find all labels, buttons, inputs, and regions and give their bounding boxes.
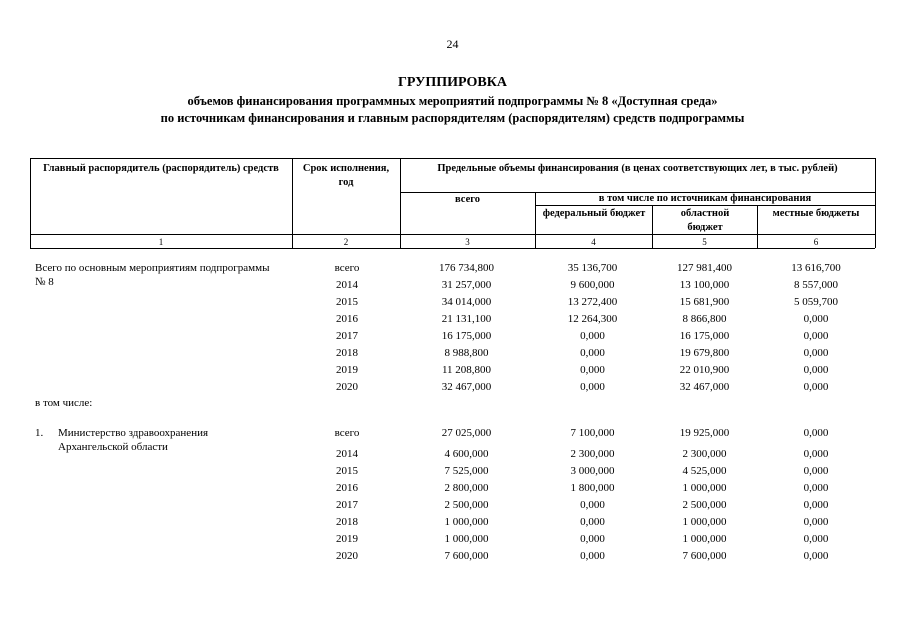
cell-federal: 0,000 [580,330,605,342]
cell-federal: 0,000 [580,516,605,528]
cell-federal: 0,000 [580,364,605,376]
header-total: всего [454,194,480,205]
document-title: ГРУППИРОВКА [397,75,507,90]
cell-term: всего [334,262,360,274]
cell-term: 2017 [336,499,358,511]
header-sources: в том числе по источникам финансирования [598,193,812,204]
cell-local: 5 059,700 [794,296,838,308]
cell-regional: 1 000,000 [682,533,727,545]
document-subtitle-line2: по источникам финансирования и главным распорядителям (распорядителям) средств подпрограммы [160,111,745,125]
cell-term: 2014 [336,279,358,291]
cell-term: 2015 [336,296,358,308]
col-number-1: 1 [158,237,164,247]
document-subtitle-line1: объемов финансирования программных мероприятий подпрограммы № 8 «Доступная среда» [187,94,718,108]
cell-term: 2014 [336,448,358,460]
cell-regional: 1 000,000 [682,516,727,528]
cell-local: 0,000 [803,482,829,494]
header-bottom-border [30,234,875,235]
header-top-border [30,158,875,159]
cell-local: 0,000 [803,550,829,562]
cell-total: 4 600,000 [444,448,489,460]
cell-local: 0,000 [803,448,829,460]
cell-regional: 1 000,000 [682,482,727,494]
cell-local: 13 616,700 [791,262,841,274]
cell-local: 0,000 [803,313,829,325]
header-manager: Главный распорядитель (распорядитель) средств [43,163,279,174]
cell-total: 11 208,800 [441,364,492,376]
cell-regional: 8 866,800 [682,313,727,325]
header-term: Срок исполнения, год [302,163,390,188]
cell-federal: 2 300,000 [570,448,615,460]
cell-regional: 32 467,000 [679,381,730,393]
cell-regional: 13 100,000 [679,279,730,291]
col-number-5: 5 [702,237,707,247]
cell-term: 2018 [336,516,358,528]
cell-regional: 19 679,800 [679,347,730,359]
cell-term: 2018 [336,347,358,359]
number-row-bottom-border [30,248,875,249]
cell-total: 32 467,000 [441,381,492,393]
cell-regional: 2 300,000 [682,448,727,460]
cell-federal: 35 136,700 [567,262,618,274]
cell-total: 2 800,000 [444,482,489,494]
ministry-label-line1: Министерство здравоохранения [58,427,209,439]
cell-total: 21 131,100 [441,313,492,325]
cell-federal: 13 272,400 [567,296,618,308]
cell-regional: 7 600,000 [682,550,727,562]
cell-federal: 0,000 [580,550,605,562]
cell-term: 2016 [336,313,358,325]
cell-term: 2016 [336,482,358,494]
col-border-1 [292,158,293,248]
cell-local: 0,000 [803,499,829,511]
header-regional: областной бюджет [680,208,730,233]
cell-term: 2020 [336,550,358,562]
cell-federal: 7 100,000 [570,427,615,439]
col-number-3: 3 [465,237,470,247]
cell-total: 1 000,000 [444,516,489,528]
cell-federal: 12 264,300 [567,313,618,325]
col-number-2: 2 [343,237,349,247]
cell-regional: 2 500,000 [682,499,727,511]
ministry-label-line2: Архангельской области [58,441,168,453]
cell-federal: 0,000 [580,533,605,545]
cell-total: 31 257,000 [441,279,492,291]
col-border-right [875,158,876,248]
cell-regional: 4 525,000 [682,465,727,477]
cell-regional: 16 175,000 [679,330,730,342]
header-federal: федеральный бюджет [542,208,646,219]
page-number: 24 [446,37,459,51]
cell-total: 7 525,000 [444,465,489,477]
cell-term: 2019 [336,533,358,545]
cell-total: 34 014,000 [441,296,492,308]
cell-local: 0,000 [803,533,829,545]
cell-regional: 19 925,000 [679,427,730,439]
cell-term: 2020 [336,381,358,393]
cell-federal: 0,000 [580,347,605,359]
including-label: в том числе: [35,397,93,409]
cell-regional: 22 010,900 [679,364,730,376]
cell-local: 0,000 [803,364,829,376]
header-limits: Предельные объемы финансирования (в ценах соответствующих лет, в тыс. рублей) [437,163,838,174]
cell-total: 8 988,800 [444,347,489,359]
cell-total: 7 600,000 [444,550,489,562]
total-block-label: Всего по основным мероприятиям подпрограммы № 8 [35,262,270,288]
cell-local: 0,000 [803,465,829,477]
cell-regional: 15 681,900 [679,296,730,308]
cell-term: всего [334,427,360,439]
cell-term: 2015 [336,465,358,477]
cell-total: 27 025,000 [441,427,492,439]
cell-local: 8 557,000 [794,279,838,291]
col-number-6: 6 [813,237,819,247]
cell-term: 2019 [336,364,358,376]
cell-total: 176 734,800 [439,262,494,274]
cell-federal: 1 800,000 [570,482,615,494]
cell-federal: 0,000 [580,499,605,511]
cell-federal: 3 000,000 [570,465,615,477]
cell-term: 2017 [336,330,358,342]
cell-local: 0,000 [803,381,829,393]
col-number-4: 4 [591,237,596,247]
cell-total: 16 175,000 [441,330,492,342]
cell-federal: 9 600,000 [570,279,615,291]
cell-regional: 127 981,400 [677,262,732,274]
header-local: местные бюджеты [772,208,860,219]
cell-local: 0,000 [803,516,829,528]
cell-federal: 0,000 [580,381,605,393]
cell-local: 0,000 [803,330,829,342]
cell-local: 0,000 [803,427,829,439]
cell-local: 0,000 [803,347,829,359]
cell-total: 2 500,000 [444,499,489,511]
cell-total: 1 000,000 [444,533,489,545]
ministry-index: 1. [35,427,44,439]
